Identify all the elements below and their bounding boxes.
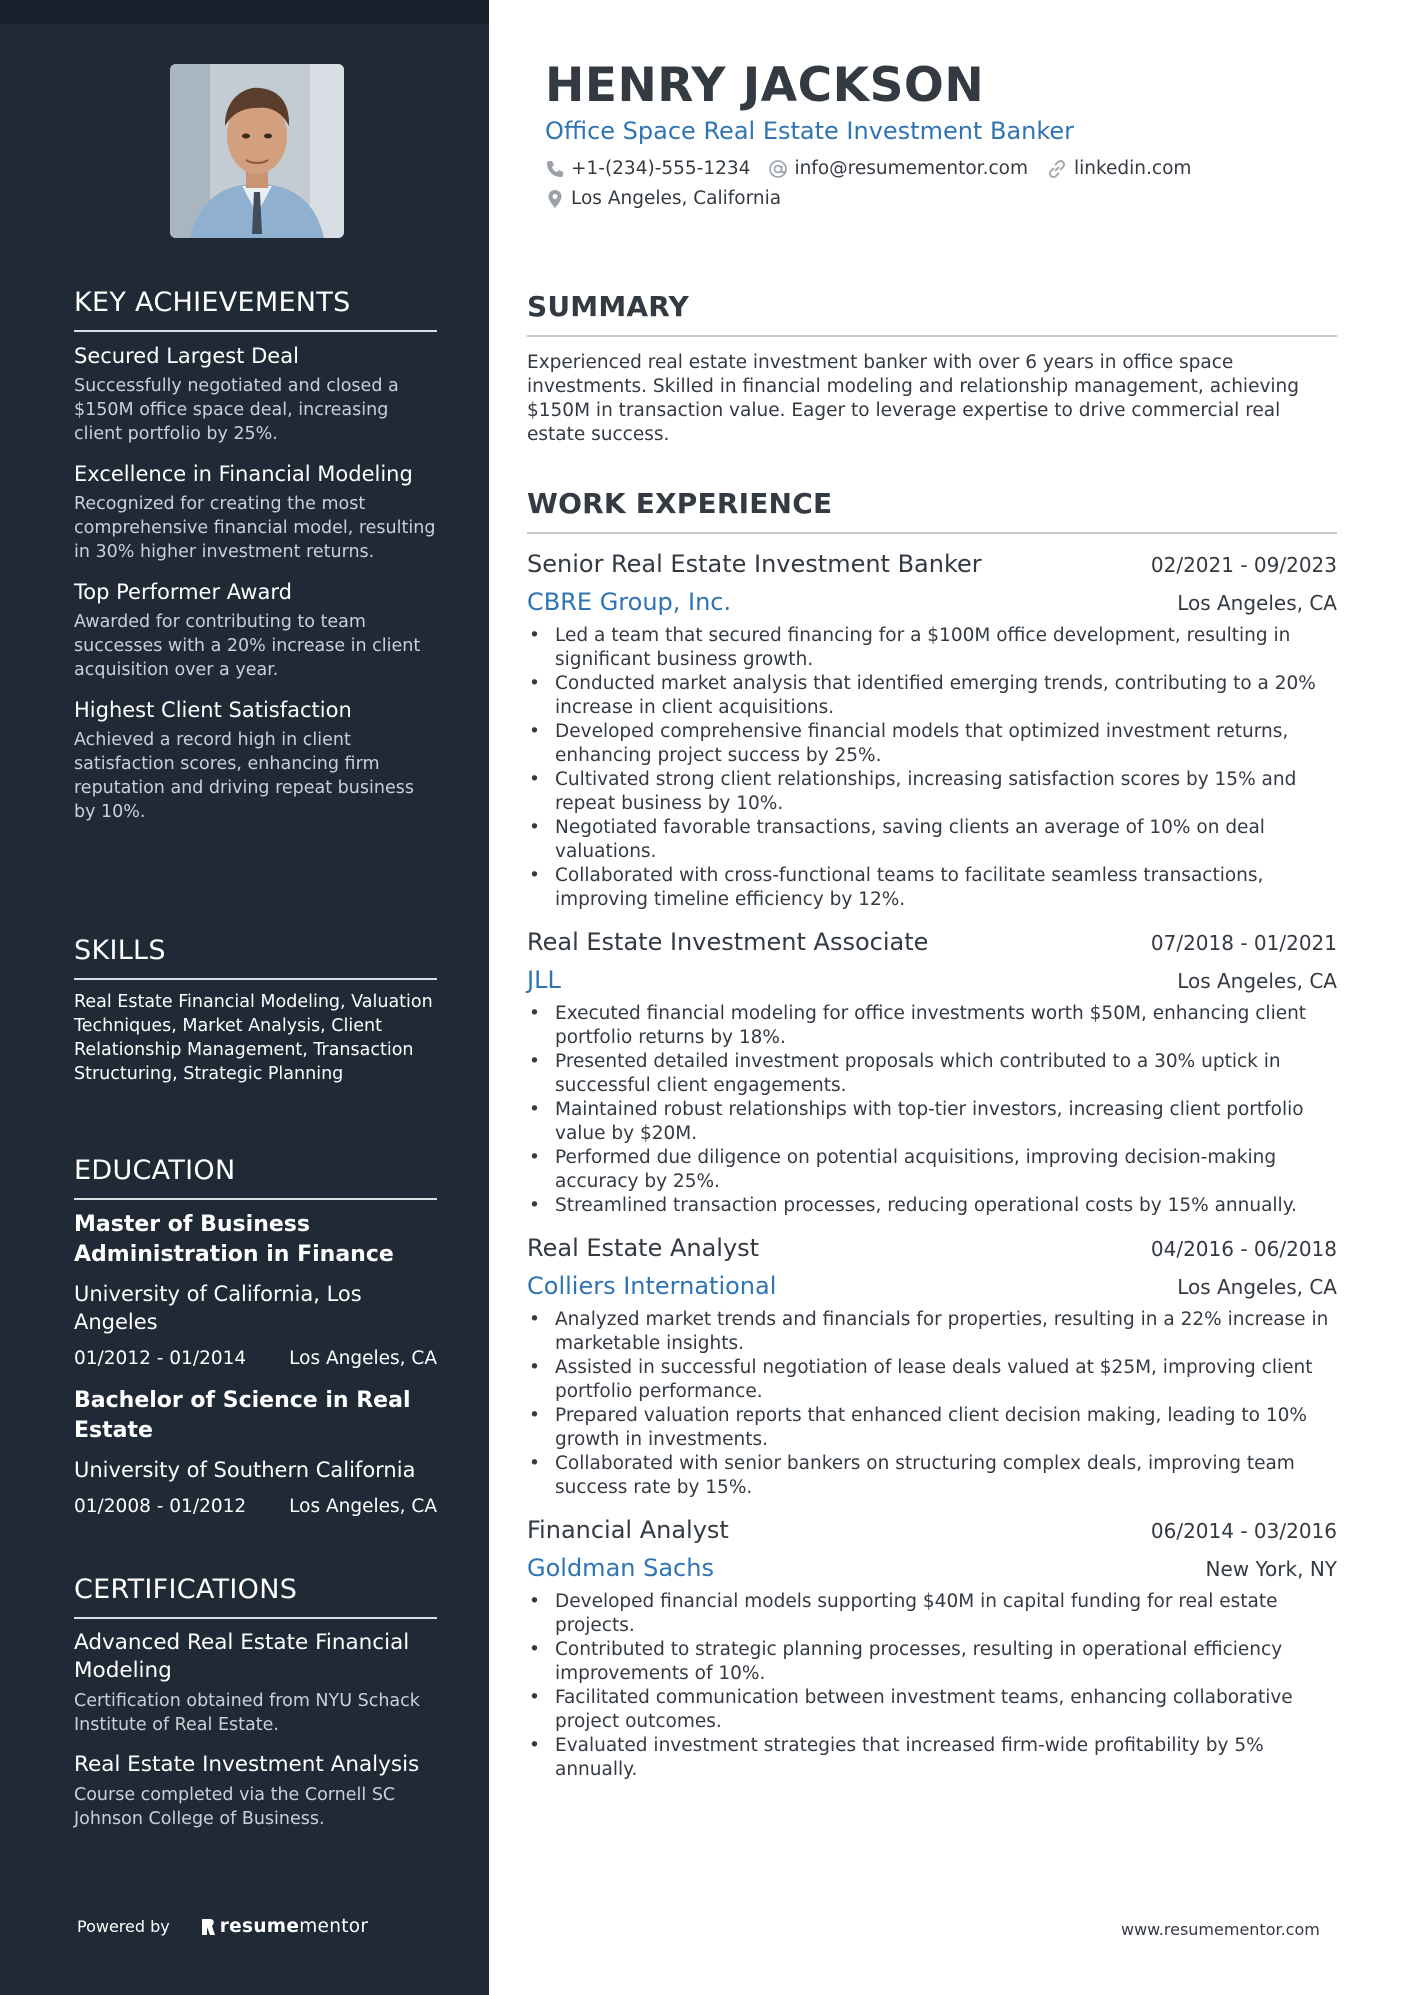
job-bullet: • Developed comprehensive financial models that optimized investment returns, enhancing project success by 25%. (527, 720, 1337, 768)
job-bullets (527, 1308, 1337, 1500)
powered-by (77, 1916, 368, 1937)
job-bullet: • Evaluated investment strategies that increased firm-wide profitability by 5% annually. (527, 1734, 1337, 1782)
job-company: Goldman Sachs (527, 1554, 714, 1582)
at-icon (768, 159, 788, 179)
experience-section (527, 486, 1337, 1796)
certification-title: Advanced Real Estate Financial Modeling (74, 1630, 410, 1683)
education-degree: Master of Business Administration in Finance (74, 1212, 394, 1267)
achievement-description: Awarded for contributing to team successes with a 20% increase in client acquisition over a year. (74, 612, 421, 680)
education-degree: Bachelor of Science in Real Estate (74, 1388, 411, 1443)
summary-heading: SUMMARY (527, 289, 1337, 337)
job-entry (527, 1514, 1337, 1782)
job-location: New York, NY (1205, 1557, 1337, 1581)
achievement-item (74, 578, 437, 682)
education-section (74, 1154, 437, 1534)
powered-by-label: Powered by (77, 1917, 170, 1936)
job-bullet: • Streamlined transaction processes, reducing operational costs by 15% annually. (527, 1194, 1337, 1218)
certification-description: Certification obtained from NYU Schack Institute of Real Estate. (74, 1691, 420, 1735)
achievement-item (74, 460, 437, 564)
email-text: info@resumementor.com (794, 158, 1028, 179)
link-icon (1046, 159, 1068, 179)
job-bullet: • Maintained robust relationships with top-tier investors, increasing client portfolio value by $20M. (527, 1098, 1337, 1146)
phone-text: +1-(234)-555-1234 (571, 158, 751, 179)
job-bullets (527, 624, 1337, 912)
certification-item (74, 1751, 437, 1831)
brand-name-bold: resume (219, 1916, 300, 1937)
skills-heading: SKILLS (74, 934, 437, 980)
job-bullet: • Conducted market analysis that identified emerging trends, contributing to a 20% increase in client acquisitions. (527, 672, 1337, 720)
job-title: Financial Analyst (527, 1516, 729, 1544)
achievements-heading: KEY ACHIEVEMENTS (74, 286, 437, 332)
certification-description: Course completed via the Cornell SC Johnson College of Business. (74, 1785, 396, 1829)
education-dates: 01/2008 - 01/2012 (74, 1496, 247, 1517)
contact-linkedin[interactable] (1046, 156, 1191, 182)
phone-icon (545, 159, 565, 179)
linkedin-text: linkedin.com (1073, 158, 1192, 179)
job-bullet: • Negotiated favorable transactions, saving clients an average of 10% on deal valuations. (527, 816, 1337, 864)
contact-email[interactable] (768, 156, 1028, 182)
job-title: Senior Real Estate Investment Banker (527, 550, 982, 578)
job-location: Los Angeles, CA (1177, 591, 1337, 615)
job-company: Colliers International (527, 1272, 777, 1300)
achievement-description: Achieved a record high in client satisfaction scores, enhancing firm reputation and driving repeat business by 10%. (74, 730, 414, 822)
job-company: CBRE Group, Inc. (527, 588, 732, 616)
job-bullet: • Led a team that secured financing for a $100M office development, resulting in significant business growth. (527, 624, 1337, 672)
job-bullets (527, 1002, 1337, 1218)
location-text: Los Angeles, California (571, 188, 782, 209)
job-bullet: • Analyzed market trends and financials for properties, resulting in a 22% increase in marketable insights. (527, 1308, 1337, 1356)
job-dates: 04/2016 - 06/2018 (1150, 1237, 1337, 1261)
achievement-description: Successfully negotiated and closed a $150M office space deal, increasing client portfolio by 25%. (74, 376, 399, 444)
contact-location (545, 186, 781, 212)
certification-title: Real Estate Investment Analysis (74, 1752, 420, 1777)
profile-photo (170, 64, 344, 238)
job-bullets (527, 1590, 1337, 1782)
job-bullet: • Developed financial models supporting $40M in capital funding for real estate projects. (527, 1590, 1337, 1638)
job-title: Real Estate Analyst (527, 1234, 760, 1262)
skills-section (74, 934, 437, 1086)
certifications-section (74, 1573, 437, 1845)
education-location: Los Angeles, CA (289, 1348, 437, 1369)
resume-header (545, 58, 1345, 212)
job-bullet: • Performed due diligence on potential acquisitions, improving decision-making accuracy by 25%. (527, 1146, 1337, 1194)
resumementor-logo[interactable] (200, 1916, 369, 1937)
job-bullet: • Presented detailed investment proposals which contributed to a 30% uptick in successful client engagements. (527, 1050, 1337, 1098)
job-bullet: • Collaborated with senior bankers on structuring complex deals, improving team success rate by 15%. (527, 1452, 1337, 1500)
education-location: Los Angeles, CA (289, 1496, 437, 1517)
job-location: Los Angeles, CA (1177, 1275, 1337, 1299)
achievement-title: Top Performer Award (74, 580, 292, 604)
sidebar (0, 0, 489, 1995)
candidate-name: HENRY JACKSON (545, 58, 985, 113)
education-school: University of Southern California (74, 1458, 416, 1482)
experience-heading: WORK EXPERIENCE (527, 486, 1337, 534)
job-bullet: • Cultivated strong client relationships, increasing satisfaction scores by 15% and repeat business by 10%. (527, 768, 1337, 816)
footer-website-link[interactable]: www.resumementor.com (1121, 1920, 1320, 1939)
contact-phone[interactable] (545, 156, 750, 182)
certifications-heading: CERTIFICATIONS (74, 1573, 437, 1619)
job-bullet: • Facilitated communication between investment teams, enhancing collaborative project outcomes. (527, 1686, 1337, 1734)
job-entry (527, 548, 1337, 912)
job-bullet: • Executed financial modeling for office investments worth $50M, enhancing client portfolio returns by 18%. (527, 1002, 1337, 1050)
education-item (74, 1210, 437, 1372)
location-row (545, 186, 1345, 212)
candidate-headline: Office Space Real Estate Investment Banker (545, 117, 1075, 145)
summary-section (527, 289, 1337, 447)
achievement-title: Highest Client Satisfaction (74, 698, 352, 722)
achievement-item (74, 342, 437, 446)
education-dates: 01/2012 - 01/2014 (74, 1348, 247, 1369)
summary-text: Experienced real estate investment banker with over 6 years in office space investments. Skilled in financial modeling and relationship management, achieving $150M in transaction value. Eager to leverage expertise to drive commercial real estate success. (527, 352, 1300, 445)
job-location: Los Angeles, CA (1177, 969, 1337, 993)
achievement-item (74, 696, 437, 824)
job-bullet: • Contributed to strategic planning processes, resulting in operational efficiency improvements of 10%. (527, 1638, 1337, 1686)
education-item (74, 1386, 437, 1520)
job-company: JLL (527, 966, 561, 994)
brand-name-light: mentor (299, 1916, 369, 1937)
achievement-title: Excellence in Financial Modeling (74, 462, 413, 486)
job-entry (527, 1232, 1337, 1500)
job-dates: 06/2014 - 03/2016 (1150, 1519, 1337, 1543)
achievement-title: Secured Largest Deal (74, 344, 299, 368)
job-bullet: • Prepared valuation reports that enhanced client decision making, leading to 10% growth in investments. (527, 1404, 1337, 1452)
map-pin-icon (545, 189, 565, 209)
job-dates: 07/2018 - 01/2021 (1150, 931, 1337, 955)
job-bullet: • Assisted in successful negotiation of lease deals valued at $25M, improving client portfolio performance. (527, 1356, 1337, 1404)
achievement-description: Recognized for creating the most comprehensive financial model, resulting in 30% higher investment returns. (74, 494, 436, 562)
sidebar-top-bar (0, 0, 489, 24)
skills-list: Real Estate Financial Modeling, Valuation Techniques, Market Analysis, Client Relationship Management, Transaction Structuring, Strategic Planning (74, 992, 433, 1084)
certification-item (74, 1629, 437, 1737)
education-school: University of California, Los Angeles (74, 1282, 362, 1334)
job-dates: 02/2021 - 09/2023 (1150, 553, 1337, 577)
contact-row (545, 156, 1345, 182)
job-bullet: • Collaborated with cross-functional teams to facilitate seamless transactions, improving timeline efficiency by 12%. (527, 864, 1337, 912)
education-heading: EDUCATION (74, 1154, 437, 1200)
job-entry (527, 926, 1337, 1218)
job-title: Real Estate Investment Associate (527, 928, 929, 956)
achievements-section (74, 286, 437, 838)
resumementor-logo-icon (200, 1917, 216, 1937)
